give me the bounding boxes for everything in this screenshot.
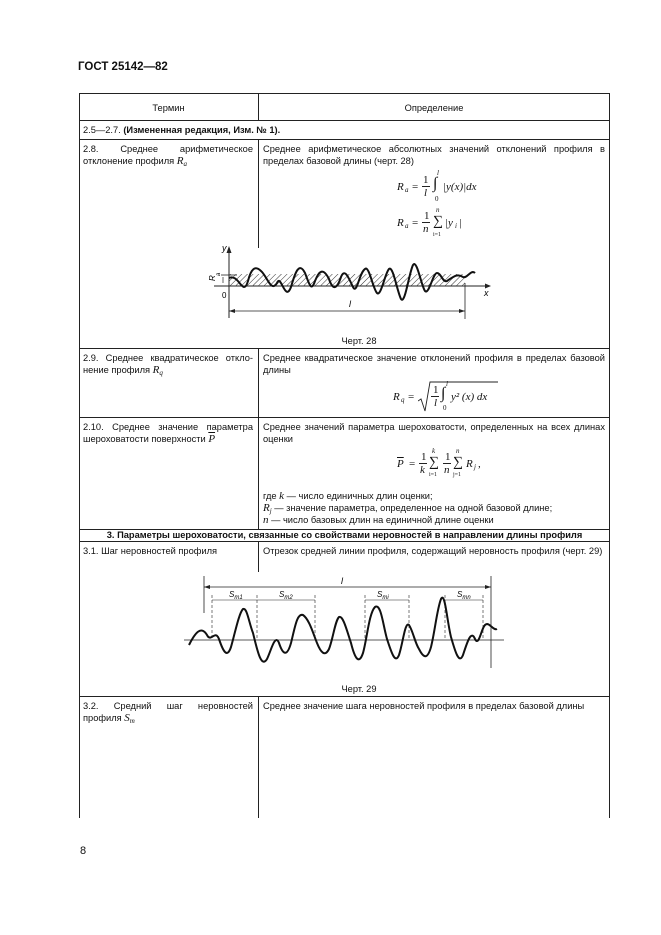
figure-29-caption: Черт. 29 <box>341 684 377 694</box>
figure-29 <box>179 573 509 683</box>
column-header-term: Термин <box>152 103 185 113</box>
term-3-1: 3.1. Шаг неровностей профиля <box>83 546 218 556</box>
column-divider <box>258 348 259 529</box>
smi-label: $S_{mi}$ <box>377 590 389 601</box>
where-line-3: n — число базовых длин на единичной длине оценки <box>263 514 494 526</box>
formula-rq: R q = 1 l ∫ l 0 y² (x) dx <box>393 381 503 417</box>
table-rule <box>79 120 610 121</box>
definition-3-2: Среднее значение шага неровностей профиля в пределах базовой длины <box>263 701 585 711</box>
amendment-note: 2.5—2.7. (Измененная редакция, Изм. № 1). <box>83 125 281 135</box>
column-divider <box>258 696 259 818</box>
definition-2-9: Среднее квадратическое значение отклонений профиля в пределах базовой длины <box>263 353 605 376</box>
figure-28-caption: Черт. 28 <box>341 336 377 346</box>
table-border-right <box>609 93 610 818</box>
formula-ra-sum: R a = 1 n ∑ n i=1 |y i | <box>397 206 463 238</box>
where-line-1: где k — число единичных длин оценки; <box>263 490 433 502</box>
definition-3-1: Отрезок средней линии профиля, содержащий неровность профиля (черт. 29) <box>263 546 603 556</box>
terms-table <box>79 93 610 818</box>
definition-2-8: Среднее арифметическое абсолютных значений отклонений профиля в пределах базовой длины (черт. 28) <box>263 144 605 167</box>
term-2-8: 2.8. Среднее арифметическое отклонение профиля $R_a$ <box>83 144 253 169</box>
table-rule <box>79 93 610 94</box>
y-axis-label: y <box>222 243 227 253</box>
standard-header: ГОСТ 25142—82 <box>78 61 168 73</box>
ra-axis-sub: a <box>216 272 222 276</box>
origin-label: 0 <box>222 291 227 300</box>
sm2-label: $S_{m2}$ <box>279 590 293 601</box>
term-3-2: 3.2. Средний шаг неровностей профиля $S_m$ <box>83 701 253 726</box>
ra-axis-label: R <box>208 275 217 281</box>
formula-ra-integral: R a = 1 l ∫ l 0 |y(x)|dx <box>397 169 477 203</box>
profile-curve <box>189 598 497 662</box>
figure-28 <box>199 243 499 338</box>
column-divider <box>258 541 259 572</box>
table-rule <box>79 348 610 349</box>
table-border-left <box>79 93 80 818</box>
x-axis-label: x <box>484 288 489 298</box>
section-3-heading: 3. Параметры шероховатости, связанные со свойствами неровностей в направлении длины профиля <box>106 530 583 540</box>
term-2-9: 2.9. Среднее квадратическое откло-нение профиля $R_q$ <box>83 353 253 378</box>
column-divider <box>258 139 259 248</box>
length-label: l <box>349 299 351 309</box>
table-rule <box>79 139 610 140</box>
column-header-definition: Определение <box>404 103 464 113</box>
sm1-label: $S_{m1}$ <box>229 590 243 601</box>
y-axis-arrow <box>227 246 232 253</box>
page-number: 8 <box>80 845 87 857</box>
length-label: l <box>341 576 343 586</box>
where-line-2: $R_j$ — значение параметра, определенное на одной базовой длине; <box>263 502 553 515</box>
formula-p-mean: $\overline{P}$ = 1 k ∑ k i=1 1 n ∑ n j=1 R j , <box>397 447 481 478</box>
definition-2-10: Среднее значений параметра шероховатости, определенных на всех длинах оценки <box>263 422 605 445</box>
smn-label: $S_{mn}$ <box>457 590 471 601</box>
table-rule <box>79 417 610 418</box>
table-rule <box>79 696 610 697</box>
term-2-10: 2.10. Среднее значение параметра шероховатости поверхности $\overline{P}$ <box>83 422 253 446</box>
